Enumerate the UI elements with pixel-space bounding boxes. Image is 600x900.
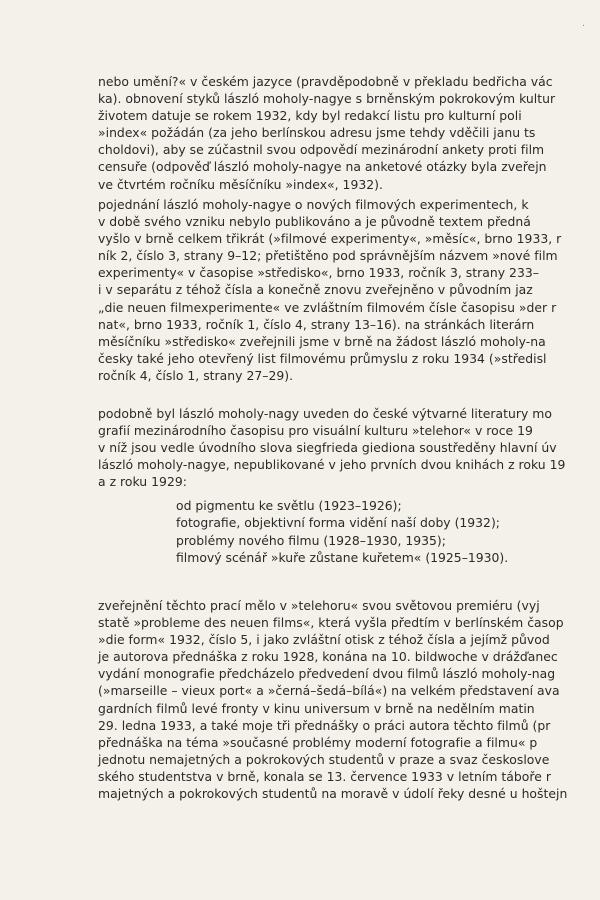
text-line: jednotu nemajetných a pokrokových studentů v praze a svaz českoslove <box>98 751 550 767</box>
text-line: majetných a pokrokových studentů na moravě v údolí řeky desné u hoštejn <box>98 786 568 802</box>
text-line: pojednání lászló moholy-nagye o nových filmových experimentech, k <box>98 197 529 212</box>
paragraph-1 <box>98 73 600 193</box>
text-line: ročník 4, číslo 1, strany 27–29). <box>98 367 294 383</box>
text-line: podobně byl lászló moholy-nagy uveden do české výtvarné literatury mo <box>98 406 552 421</box>
text-line: choldovi), aby se zúčastnil svou odpovědí mezinárodní ankety proti film <box>98 142 545 158</box>
text-line: nat«, brno 1933, ročník 1, číslo 4, strany 13–16). na stránkách literárn <box>98 316 535 332</box>
text-line: lászló moholy-nagye, nepublikované v jeho prvních dvou knihách z roku 19 <box>98 457 566 473</box>
text-line: a z roku 1929: <box>98 474 187 490</box>
text-line: grafií mezinárodního časopisu pro visuální kulturu »telehor« v roce 19 <box>98 423 533 439</box>
text-line: česky také jeho otevřený list filmovému průmyslu z roku 1934 (»středisl <box>98 350 547 366</box>
text-line: měsíčníku »středisko« zveřejnili jsme v brně na žádost lászló moholy-na <box>98 333 546 349</box>
text-line: zveřejnění těchto prací mělo v »telehoru« svou světovou premiéru (vyj <box>98 598 540 613</box>
text-line: 29. ledna 1933, a také moje tři přednášky o práci autora těchto filmů (pr <box>98 717 551 733</box>
text-line: statě »probleme des neuen films«, která vyšla předtím v berlínském časop <box>98 615 564 631</box>
text-line: ka). obnovení styků lászló moholy-nagye s brněnským pokrokovým kultur <box>98 91 556 107</box>
text-line: ského studentstva v brně, konala se 13. července 1933 v letním táboře r <box>98 768 551 784</box>
text-line: experimenty« v časopise »středisko«, brno 1933, ročník 3, strany 233– <box>98 265 539 281</box>
text-line: vydání monografie předcházelo předvedení dvou filmů lászló moholy-nag <box>98 666 556 682</box>
list-item: od pigmentu ke světlu (1923–1926); <box>176 498 402 513</box>
text-line: ník 2, číslo 3, strany 9–12; přetištěno pod správnějším názvem »nové film <box>98 248 558 264</box>
text-line: gardních filmů levé fronty v kinu universum v brně na nedělním matin <box>98 700 535 716</box>
page-corner-mark: · <box>582 21 586 32</box>
list-item: fotografie, objektivní forma vidění naší doby (1932); <box>176 515 500 531</box>
text-line: »die form« 1932, číslo 5, i jako zvláštní otisk z téhož čísla a jejímž původ <box>98 632 550 648</box>
text-line: přednáška na téma »současné problémy moderní fotografie a filmu« p <box>98 734 538 750</box>
text-line: nebo umění?« v českém jazyce (pravděpodobně v překladu bedřicha vác <box>98 74 553 89</box>
text-line: i v separátu z téhož čísla a konečně znovu zveřejněno v původním jaz <box>98 282 533 298</box>
text-line: ve čtvrtém ročníku měsíčníku »index«, 1932). <box>98 176 383 192</box>
text-line: vyšlo v brně celkem třikrát (»filmové experimenty«, »měsíc«, brno 1933, r <box>98 231 562 247</box>
text-line: v době svého vzniku nebylo publikováno a je původně textem předná <box>98 214 531 230</box>
paragraph-2 <box>98 196 600 384</box>
text-line: (»marseille – vieux port« a »černá–šedá–bílá«) na velkém představení ava <box>98 683 560 699</box>
text-line: v níž jsou vedle úvodního slova siegfrieda giediona soustředěny hlavní úv <box>98 440 557 456</box>
works-list <box>176 497 508 567</box>
paragraph-4 <box>98 597 600 802</box>
text-line: »index« požádán (za jeho berlínskou adresu jsme tehdy vděčili janu ts <box>98 125 536 141</box>
list-item: problémy nového filmu (1928–1930, 1935); <box>176 532 446 548</box>
list-item: filmový scénář »kuře zůstane kuřetem« (1925–1930). <box>176 550 509 566</box>
text-line: životem datuje se rokem 1932, kdy byl redakcí listu pro kulturní poli <box>98 108 522 124</box>
text-line: je autorova přednáška z roku 1928, konána na 10. bildwoche v drážďanec <box>98 649 558 665</box>
text-line: „die neuen filmexperimente« ve zvláštním filmovém čísle časopisu »der r <box>98 299 557 315</box>
text-line: censuře (odpověď lászló moholy-nagye na anketové otázky byla zveřejn <box>98 159 547 175</box>
paragraph-3 <box>98 405 600 490</box>
